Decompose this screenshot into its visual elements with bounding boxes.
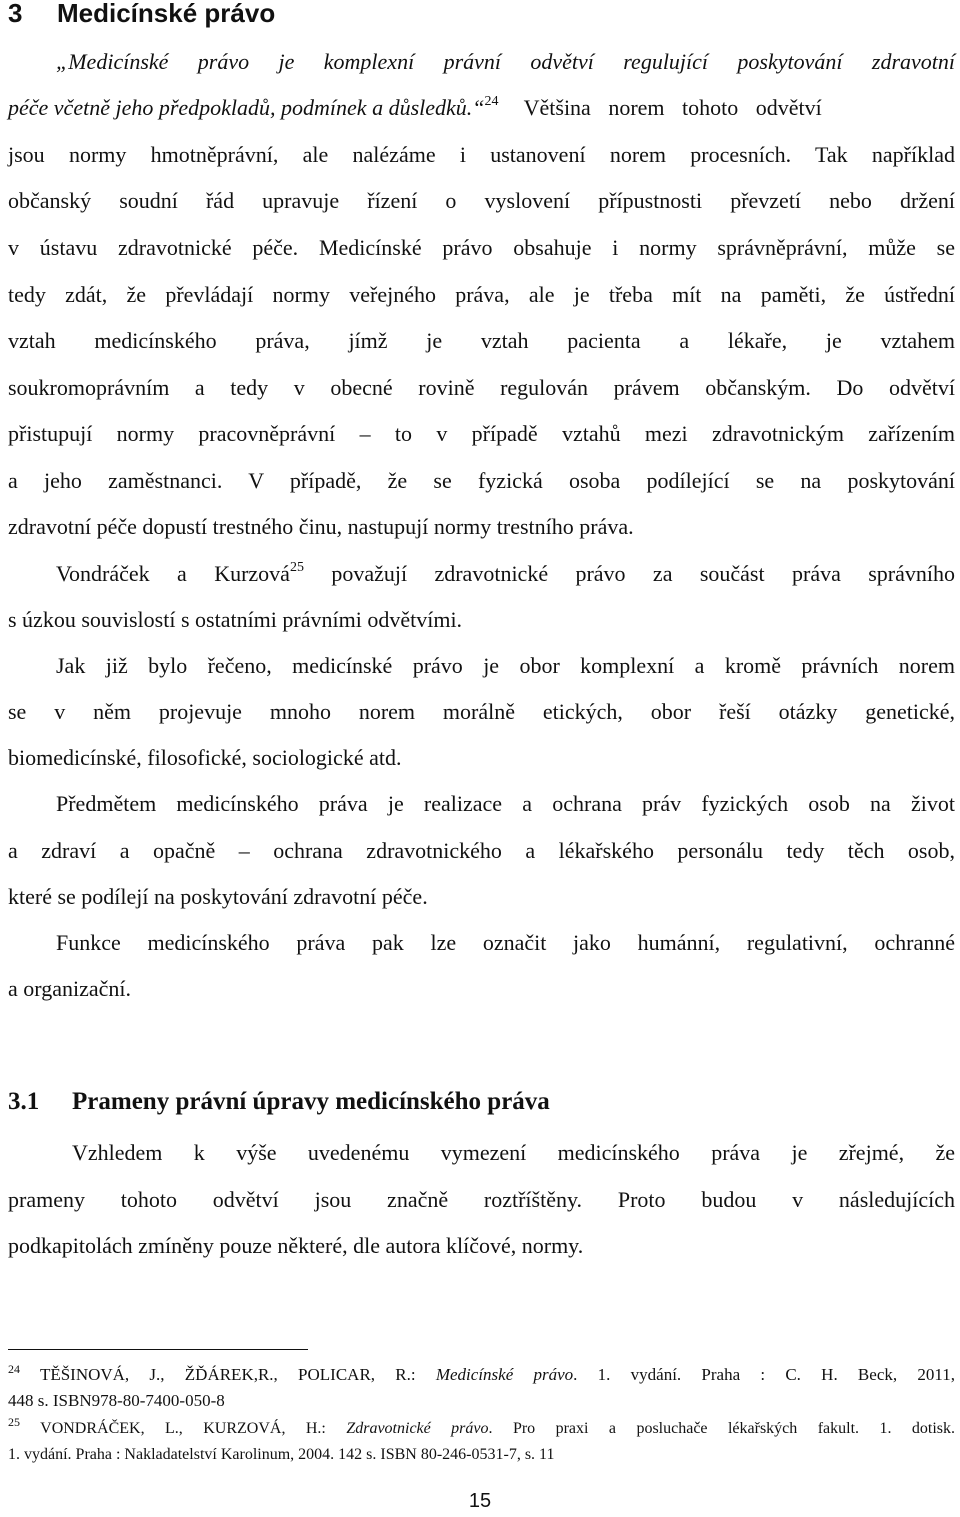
paragraph-line: v ústavu zdravotnické péče. Medicínské právo obsahuje i normy správněprávní, může se [8, 235, 955, 260]
section-heading [8, 1088, 550, 1116]
paragraph-line: a zdraví a opačně – ochrana zdravotnického a lékařského personálu tedy těch osob, [8, 838, 955, 863]
paragraph-line: zdravotní péče dopustí trestného činu, nastupují normy trestního práva. [8, 514, 634, 539]
paragraph-line [56, 559, 955, 589]
text-run: Většina norem tohoto odvětví [506, 95, 822, 120]
paragraph-line: Funkce medicínského práva pak lze označit jako humánní, regulativní, ochranné [56, 930, 955, 955]
footnote-line [8, 1415, 956, 1440]
footnote-separator [8, 1349, 308, 1350]
paragraph-line: se v něm projevuje mnoho norem morálně etických, obor řeší otázky genetické, [8, 699, 955, 724]
footnote-text: . 1. vydání. Praha : C. H. Beck, 2011, [573, 1365, 955, 1384]
paragraph-line: přistupují normy pracovněprávní – to v případě vztahů mezi zdravotnickým zařízením [8, 421, 955, 446]
footnote-line: 1. vydání. Praha : Nakladatelství Karolinum, 2004. 142 s. ISBN 80-246-0531-7, s. 11 [8, 1446, 555, 1463]
footnote-ref: 25 [289, 560, 304, 575]
paragraph-line: občanský soudní řád upravuje řízení o vyslovení přípustnosti převzetí nebo držení [8, 188, 955, 213]
paragraph-line: s úzkou souvislostí s ostatními právními odvětvími. [8, 607, 463, 632]
paragraph-line: vztah medicínského práva, jímž je vztah pacienta a lékaře, je vztahem [8, 328, 955, 353]
footnote-mark: 24 [8, 1362, 20, 1376]
chapter-heading [8, 0, 275, 29]
footnote-ref: 24 [484, 94, 499, 109]
paragraph-line: jsou normy hmotněprávní, ale nalézáme i ustanovení norem procesních. Tak například [8, 142, 955, 167]
footnote-title: Zdravotnické právo [346, 1420, 489, 1437]
quote-end: péče včetně jeho předpokladů, podmínek a důsledků.“ [8, 95, 485, 120]
paragraph-line: prameny tohoto odvětví jsou značně roztříštěny. Proto budou v následujících [8, 1187, 955, 1212]
paragraph-line: a organizační. [8, 976, 131, 1001]
paragraph-line: soukromoprávním a tedy v obecné rovině regulován právem občanským. Do odvětví [8, 375, 955, 400]
footnote-line: 448 s. ISBN978-80-7400-050-8 [8, 1391, 225, 1410]
page-number: 15 [468, 1490, 492, 1512]
paragraph-line: biomedicínské, filosofické, sociologické atd. [8, 745, 402, 770]
footnote-text: TĚŠINOVÁ, J., ŽĎÁREK,R., POLICAR, R.: [20, 1365, 436, 1384]
footnote-text: . Pro praxi a posluchače lékařských fakult. 1. dotisk. [488, 1420, 956, 1437]
text-run: Vondráček a Kurzová [56, 561, 290, 586]
paragraph-line: které se podílejí na poskytování zdravotní péče. [8, 884, 428, 909]
paragraph-line [8, 93, 955, 123]
text-run: považují zdravotnické právo za součást práva správního [303, 561, 955, 586]
paragraph-line: Jak již bylo řečeno, medicínské právo je obor komplexní a kromě právních norem [56, 653, 955, 678]
paragraph-line: Předmětem medicínského práva je realizace a ochrana práv fyzických osob na život [56, 791, 955, 816]
chapter-number: 3 [8, 0, 23, 28]
footnote-title: Medicínské právo [435, 1365, 574, 1384]
paragraph-line: „Medicínské právo je komplexní právní odvětví regulující poskytování zdravotní [56, 49, 955, 74]
footnote-text: VONDRÁČEK, L., KURZOVÁ, H.: [20, 1420, 347, 1437]
footnote-mark: 25 [8, 1415, 20, 1429]
section-number: 3.1 [8, 1088, 40, 1115]
paragraph-line: a jeho zaměstnanci. V případě, že se fyzická osoba podílející se na poskytování [8, 468, 955, 493]
footnote-line [8, 1364, 955, 1386]
paragraph-line: tedy zdát, že převládají normy veřejného práva, ale je třeba mít na paměti, že ústřední [8, 282, 955, 307]
paragraph-line: Vzhledem k výše uvedenému vymezení medicínského práva je zřejmé, že [72, 1140, 955, 1165]
chapter-title: Medicínské právo [57, 0, 276, 28]
paragraph-line: podkapitolách zmíněny pouze některé, dle autora klíčové, normy. [8, 1233, 584, 1258]
section-title: Prameny právní úpravy medicínského práva [72, 1088, 550, 1115]
